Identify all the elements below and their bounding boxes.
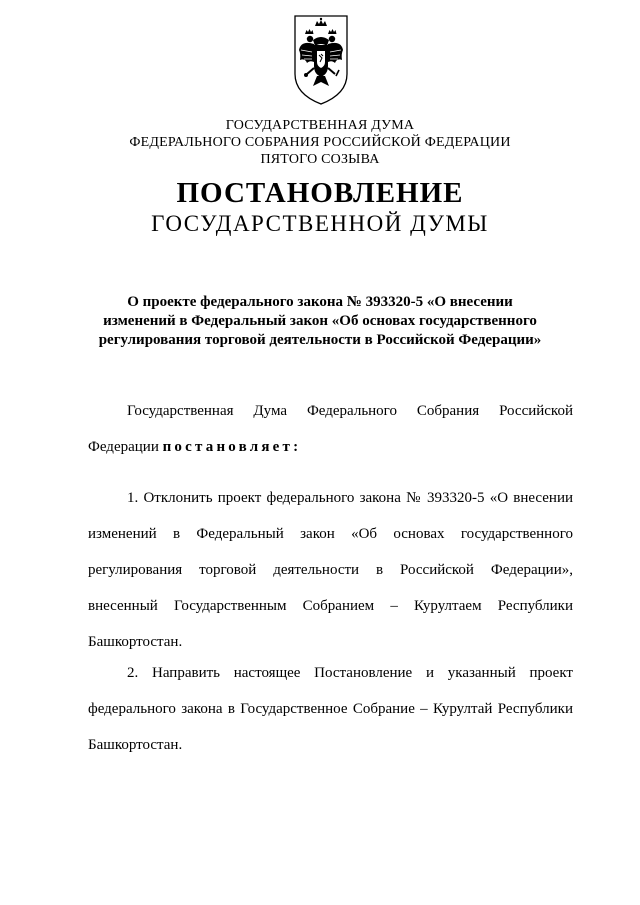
item-1-line: изменений в Федеральный закон «Об основах государственного [88,526,573,542]
preamble-prefix: Федерации [88,439,159,455]
coat-of-arms-emblem [293,14,349,106]
assembly-name: ФЕДЕРАЛЬНОГО СОБРАНИЯ РОССИЙСКОЙ ФЕДЕРАЦИИ [129,135,511,150]
convocation: ПЯТОГО СОЗЫВА [260,152,380,167]
item-2-line: федерального закона в Государственное Собрание – Курултай Республики [88,701,573,717]
preamble-line: Государственная Дума Федерального Собрания Российской [127,403,573,419]
document-title: ПОСТАНОВЛЕНИЕ [176,177,464,209]
subject-line: О проекте федерального закона № 393320-5 «О внесении [127,294,513,310]
parliament-name: ГОСУДАРСТВЕННАЯ ДУМА [225,118,415,133]
item-1-line: 1. Отклонить проект федерального закона № 393320-5 «О внесении [127,490,573,506]
document-subtitle: ГОСУДАРСТВЕННОЙ ДУМЫ [151,211,489,236]
document-subject [0,293,640,350]
item-1-line: регулирования торговой деятельности в Российской Федерации», [88,562,573,578]
item-2-line: Башкортостан. [88,737,183,753]
subject-line: регулирования торговой деятельности в Российской Федерации» [98,332,542,348]
item-1-line: Башкортостан. [88,634,183,650]
resolves-word: постановляет: [162,439,302,455]
item-1-line: внесенный Государственным Собранием – Курултаем Республики [88,598,573,614]
preamble-line [88,437,573,457]
subject-line: изменений в Федеральный закон «Об основах государственного [103,313,537,329]
item-2-line: 2. Направить настоящее Постановление и указанный проект [127,665,573,681]
